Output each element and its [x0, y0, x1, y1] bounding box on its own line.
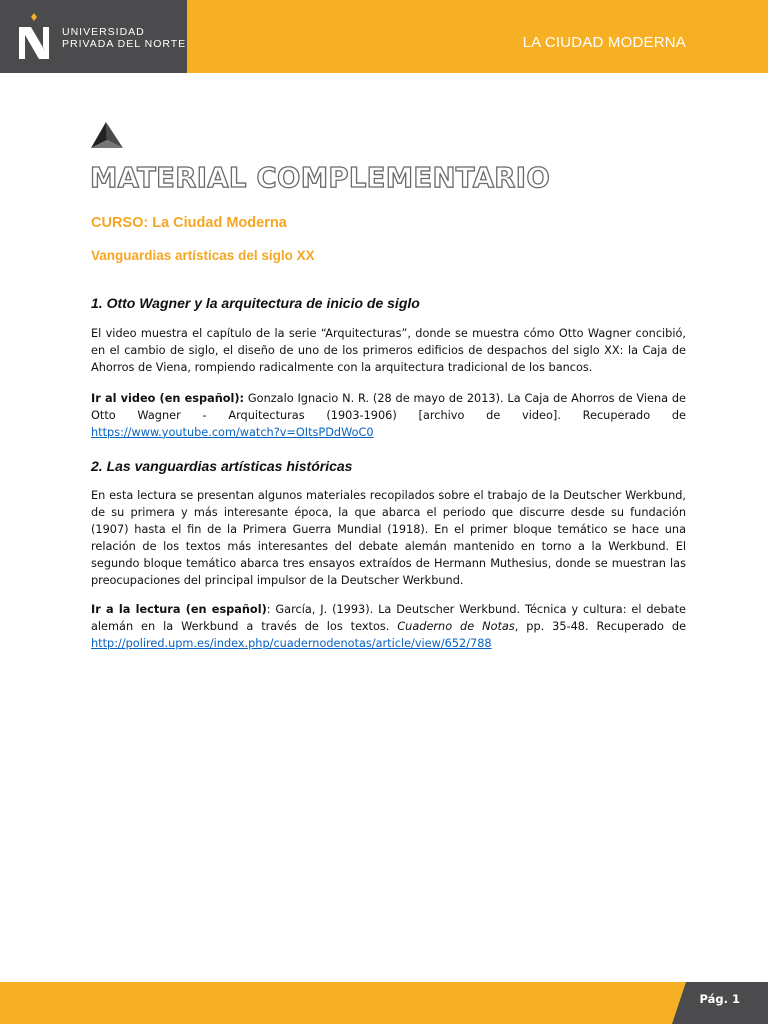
university-logo — [0, 0, 187, 73]
page-number: Pág. 1 — [699, 992, 740, 1006]
course-name: CURSO: La Ciudad Moderna — [91, 215, 287, 231]
reading-ref-text-1: : García, J. (1993). La Deutscher Werkbund. Técnica y cultura: el debate alemán en la Werkbund a través de los textos. — [91, 603, 686, 633]
logo-line-1: UNIVERSIDAD — [62, 26, 145, 38]
section-2-reference — [91, 602, 686, 653]
reading-link[interactable]: http://polired.upm.es/index.php/cuadernodenotas/article/view/652/788 — [91, 636, 492, 650]
document-subtitle: Vanguardias artísticas del siglo XX — [91, 248, 315, 263]
section-1-body: El video muestra el capítulo de la serie “Arquitecturas”, donde se muestra cómo Otto Wagner concibió, en el cambio de siglo, el diseño de uno de los primeros edificios de despachos del siglo XX: la Caja de Ahorros de Viena, rompiendo radicalmente con la arquitectura tradicional de los bancos. — [91, 327, 686, 374]
section-1-heading: 1. Otto Wagner y la arquitectura de inicio de siglo — [91, 295, 420, 311]
header-title: LA CIUDAD MODERNA — [522, 34, 686, 51]
video-ref-label: Ir al video (en español): — [91, 392, 245, 405]
video-link[interactable]: https://www.youtube.com/watch?v=OItsPDdWoC0 — [91, 425, 374, 439]
reading-ref-text-2: , pp. 35-48. Recuperado de — [514, 619, 687, 633]
arrow-logo-icon — [90, 121, 124, 149]
logo-line-2: PRIVADA DEL NORTE — [62, 38, 187, 50]
section-1-reference — [91, 391, 686, 442]
page-footer — [0, 982, 768, 1024]
reading-ref-label: Ir a la lectura (en español) — [91, 603, 267, 616]
page-header — [0, 0, 768, 73]
document-title: MATERIAL COMPLEMENTARIO — [90, 162, 550, 194]
logo-n-icon — [17, 13, 51, 61]
logo-text — [62, 26, 186, 50]
section-2-heading: 2. Las vanguardias artísticas históricas — [91, 458, 353, 474]
section-2-body: En esta lectura se presentan algunos materiales recopilados sobre el trabajo de la Deutscher Werkbund, de su primera y más interesante época, la que abarca el periodo que discurre desde su fundación (1907) hasta el fin de la Primera Guerra Mundial (1918). En el primer bloque temático se hace una relación de los textos más interesantes del debate alemán mantenido en torno a la Werkbund. El segundo bloque temático abarca tres ensayos extraídos de Hermann Muthesius, donde se muestran las preocupaciones del principal impulsor de la Deutscher Werkbund. — [91, 489, 686, 587]
video-ref-text: Gonzalo Ignacio N. R. (28 de mayo de 2013). La Caja de Ahorros de Viena de Otto Wagner - Arquitecturas (1903-1906) [archivo de video]. Recuperado de — [91, 392, 686, 422]
reading-ref-journal: Cuaderno de Notas — [397, 619, 515, 633]
